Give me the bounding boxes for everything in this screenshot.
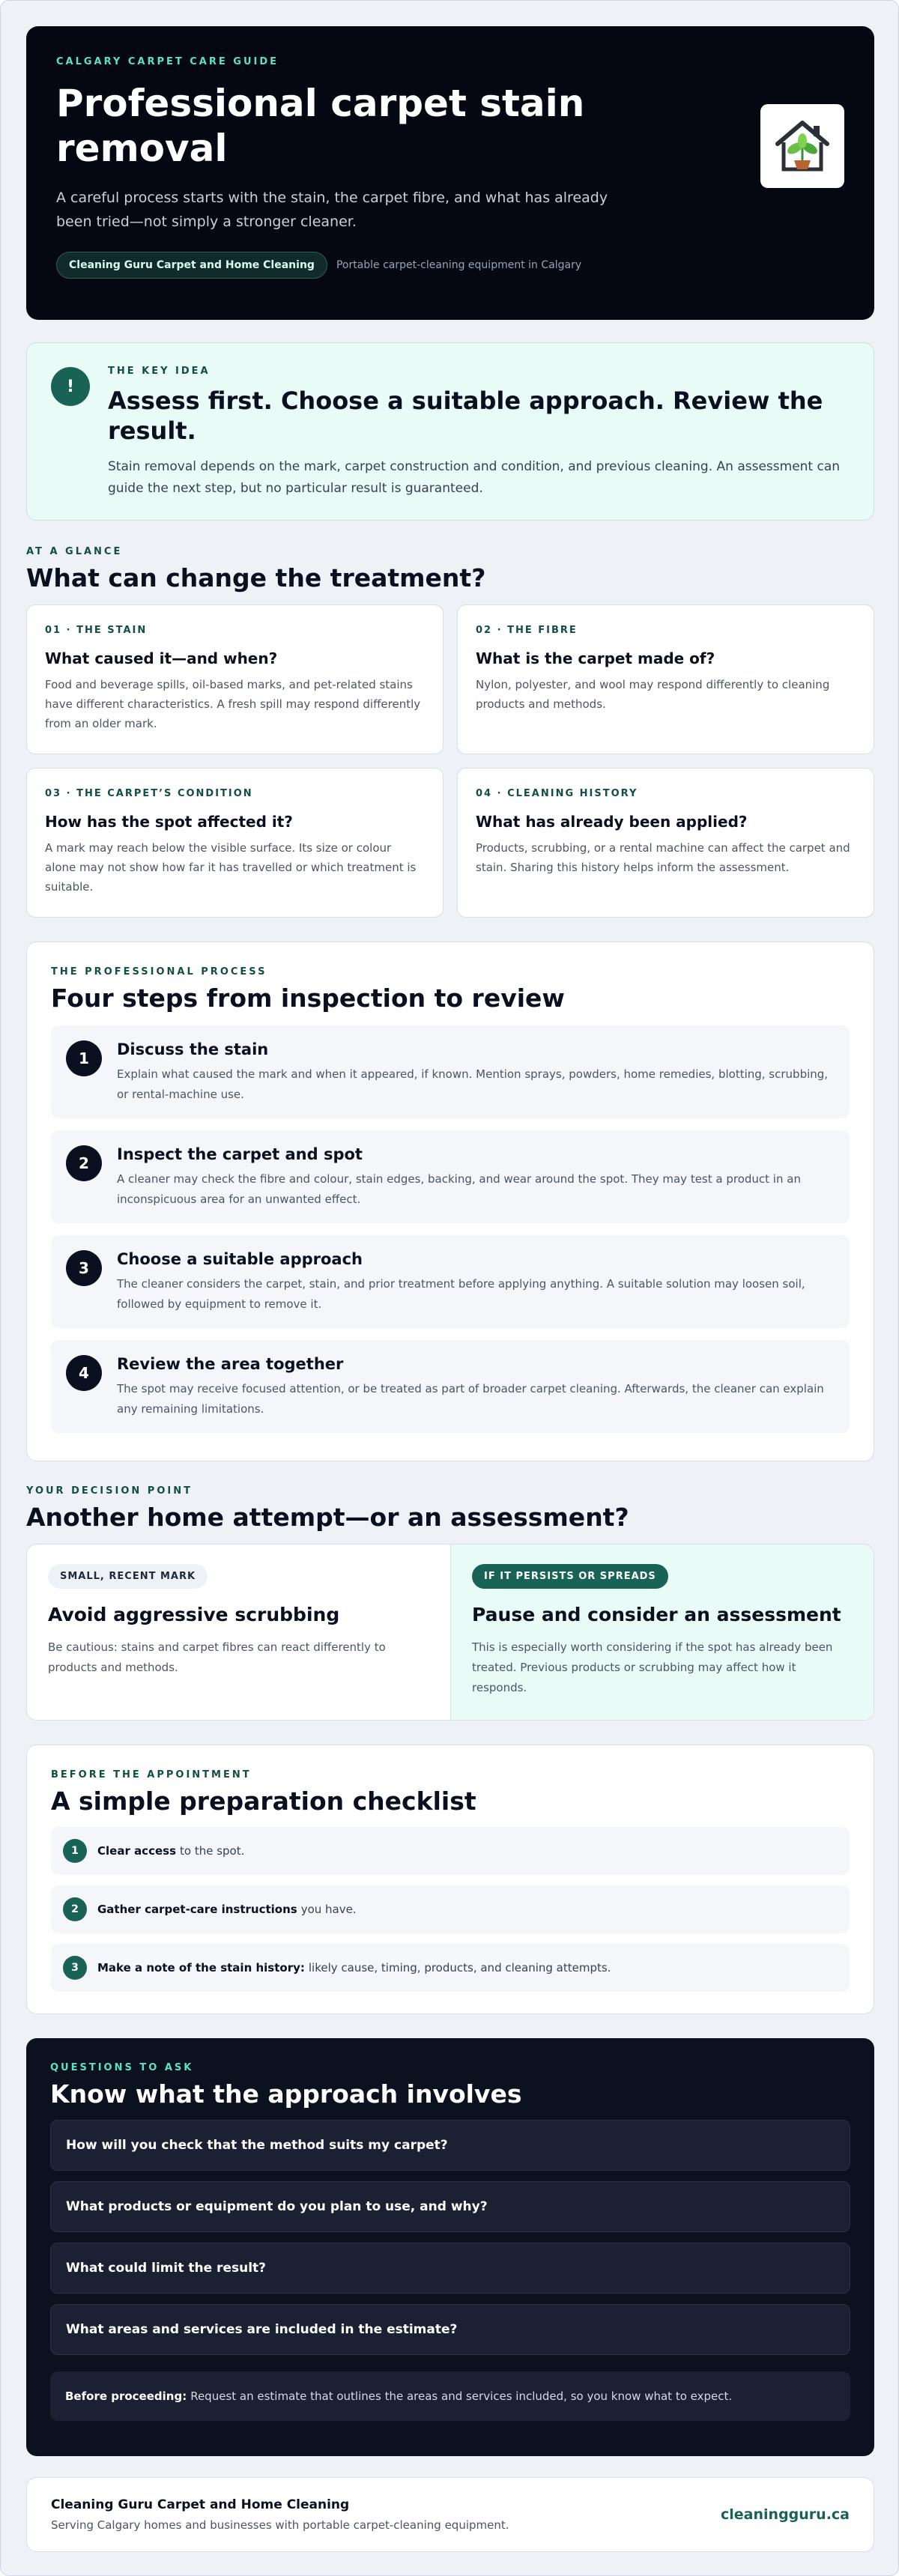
option-text: Be cautious: stains and carpet fibres can react differently to products and methods.: [48, 1640, 386, 1674]
process-step: [51, 1130, 850, 1223]
step-title: Discuss the stain: [117, 1040, 269, 1058]
checklist-item-bold: Clear access: [97, 1844, 176, 1858]
process-eyebrow: THE PROFESSIONAL PROCESS: [51, 966, 267, 978]
card-title: What is the carpet made of?: [476, 649, 715, 667]
glance-card-stain: [26, 604, 444, 754]
card-text: A mark may reach below the visible surface. Its size or colour alone may not show how far it has travelled or which treatment is suitable.: [45, 841, 417, 894]
question-item: What products or equipment do you plan to use, and why?: [50, 2181, 850, 2232]
hero-eyebrow: CALGARY CARPET CARE GUIDE: [56, 56, 279, 67]
decision-option-assessment: [450, 1545, 874, 1720]
checklist-number: 2: [63, 1897, 87, 1921]
questions-title: Know what the approach involves: [50, 2079, 522, 2109]
process-step: [51, 1025, 850, 1118]
card-eyebrow: 01 · THE STAIN: [45, 625, 148, 636]
checklist-item-bold: Gather carpet-care instructions: [97, 1903, 297, 1916]
checklist-title: A simple preparation checklist: [51, 1786, 476, 1816]
key-idea-callout: [26, 342, 874, 521]
step-number: 3: [66, 1250, 102, 1286]
before-proceeding-note: [50, 2372, 850, 2421]
card-title: What has already been applied?: [476, 813, 748, 831]
glance-header: [26, 546, 874, 593]
glance-card-condition: [26, 768, 444, 918]
step-number: 2: [66, 1145, 102, 1181]
card-title: How has the spot affected it?: [45, 813, 293, 831]
step-number: 1: [66, 1040, 102, 1076]
step-text: Explain what caused the mark and when it appeared, if known. Mention sprays, powders, home remedies, blotting, scrubbing, or rental-machine use.: [117, 1067, 829, 1101]
checklist-number: 1: [63, 1839, 87, 1863]
question-item: What areas and services are included in the estimate?: [50, 2304, 850, 2355]
house-plant-logo-icon: [760, 104, 844, 188]
questions-section: [26, 2038, 874, 2456]
hero-lede: A careful process starts with the stain, the carpet fibre, and what has already been tried—not simply a stronger cleaner.: [56, 190, 608, 230]
option-title: Pause and consider an assessment: [472, 1604, 841, 1625]
card-eyebrow: 03 · THE CARPET’S CONDITION: [45, 788, 253, 799]
key-idea-title: Assess first. Choose a suitable approach. Review the result.: [108, 387, 823, 445]
footer-info: [51, 2497, 509, 2532]
decision-header: [26, 1485, 874, 1533]
glance-eyebrow: AT A GLANCE: [26, 546, 123, 557]
decision-option-home-attempt: [27, 1545, 450, 1720]
hero-chips: [56, 252, 844, 279]
questions-eyebrow: QUESTIONS TO ASK: [50, 2062, 194, 2073]
glance-title: What can change the treatment?: [26, 563, 486, 593]
step-title: Choose a suitable approach: [117, 1250, 363, 1268]
card-eyebrow: 02 · THE FIBRE: [476, 625, 578, 636]
step-number: 4: [66, 1355, 102, 1391]
website-link[interactable]: cleaningguru.ca: [721, 2506, 850, 2523]
footer-company-name: Cleaning Guru Carpet and Home Cleaning: [51, 2497, 350, 2512]
decision-panel: [26, 1544, 874, 1721]
step-title: Review the area together: [117, 1355, 344, 1373]
step-text: A cleaner may check the fibre and colour, stain edges, backing, and wear around the spot. They may test a product in an inconspicuous area for an unwanted effect.: [117, 1172, 801, 1206]
hero-banner: [26, 26, 874, 320]
process-title: Four steps from inspection to review: [51, 984, 565, 1013]
note-label: Before proceeding:: [65, 2389, 187, 2403]
decision-eyebrow: YOUR DECISION POINT: [26, 1485, 193, 1497]
checklist-item: [51, 1827, 850, 1875]
card-eyebrow: 04 · CLEANING HISTORY: [476, 788, 638, 799]
note-text: Request an estimate that outlines the areas and services included, so you know what to expect.: [190, 2389, 733, 2403]
glance-cards: [26, 604, 874, 918]
process-section: [26, 942, 874, 1461]
step-text: The cleaner considers the carpet, stain, and prior treatment before applying anything. A suitable solution may loosen soil, followed by equipment to remove it.: [117, 1277, 805, 1311]
footer-tagline: Serving Calgary homes and businesses with portable carpet-cleaning equipment.: [51, 2518, 509, 2532]
option-pill: SMALL, RECENT MARK: [48, 1564, 208, 1589]
checklist-item-bold: Make a note of the stain history:: [97, 1961, 305, 1975]
company-chip-note: Portable carpet-cleaning equipment in Calgary: [336, 259, 582, 271]
step-title: Inspect the carpet and spot: [117, 1145, 363, 1163]
checklist-eyebrow: BEFORE THE APPOINTMENT: [51, 1769, 252, 1781]
key-idea-eyebrow: THE KEY IDEA: [108, 366, 211, 377]
checklist-item-text: you have.: [300, 1903, 357, 1916]
card-text: Products, scrubbing, or a rental machine can affect the carpet and stain. Sharing this history helps inform the assessment.: [476, 841, 850, 874]
question-item: What could limit the result?: [50, 2243, 850, 2294]
step-text: The spot may receive focused attention, or be treated as part of broader carpet cleaning. Afterwards, the cleaner can explain any remaining limitations.: [117, 1382, 824, 1416]
card-text: Food and beverage spills, oil-based marks, and pet-related stains have different characteristics. A fresh spill may respond differently from an older mark.: [45, 678, 421, 730]
process-step: [51, 1235, 850, 1328]
checklist-item-text: to the spot.: [180, 1844, 245, 1858]
glance-card-fibre: [457, 604, 874, 754]
company-chip: Cleaning Guru Carpet and Home Cleaning: [56, 252, 327, 279]
checklist-number: 3: [63, 1956, 87, 1980]
decision-title: Another home attempt—or an assessment?: [26, 1503, 629, 1532]
process-step: [51, 1340, 850, 1433]
option-pill: IF IT PERSISTS OR SPREADS: [472, 1564, 668, 1589]
glance-card-history: [457, 768, 874, 918]
checklist-item: [51, 1944, 850, 1992]
key-idea-text: Stain removal depends on the mark, carpet construction and condition, and previous cleaning. An assessment can guide the next step, but no particular result is guaranteed.: [108, 459, 841, 496]
question-item: How will you check that the method suits my carpet?: [50, 2120, 850, 2171]
checklist-item-text: likely cause, timing, products, and cleaning attempts.: [308, 1961, 611, 1975]
footer: [26, 2477, 874, 2552]
card-title: What caused it—and when?: [45, 649, 278, 667]
option-title: Avoid aggressive scrubbing: [48, 1604, 340, 1625]
card-text: Nylon, polyester, and wool may respond differently to cleaning products and methods.: [476, 678, 830, 711]
option-text: This is especially worth considering if the spot has already been treated. Previous products or scrubbing may affect how it responds.: [472, 1640, 833, 1694]
exclamation-icon: !: [51, 367, 90, 406]
checklist-item: [51, 1885, 850, 1933]
checklist-section: [26, 1745, 874, 2014]
page-title: Professional carpet stain removal: [56, 82, 585, 170]
